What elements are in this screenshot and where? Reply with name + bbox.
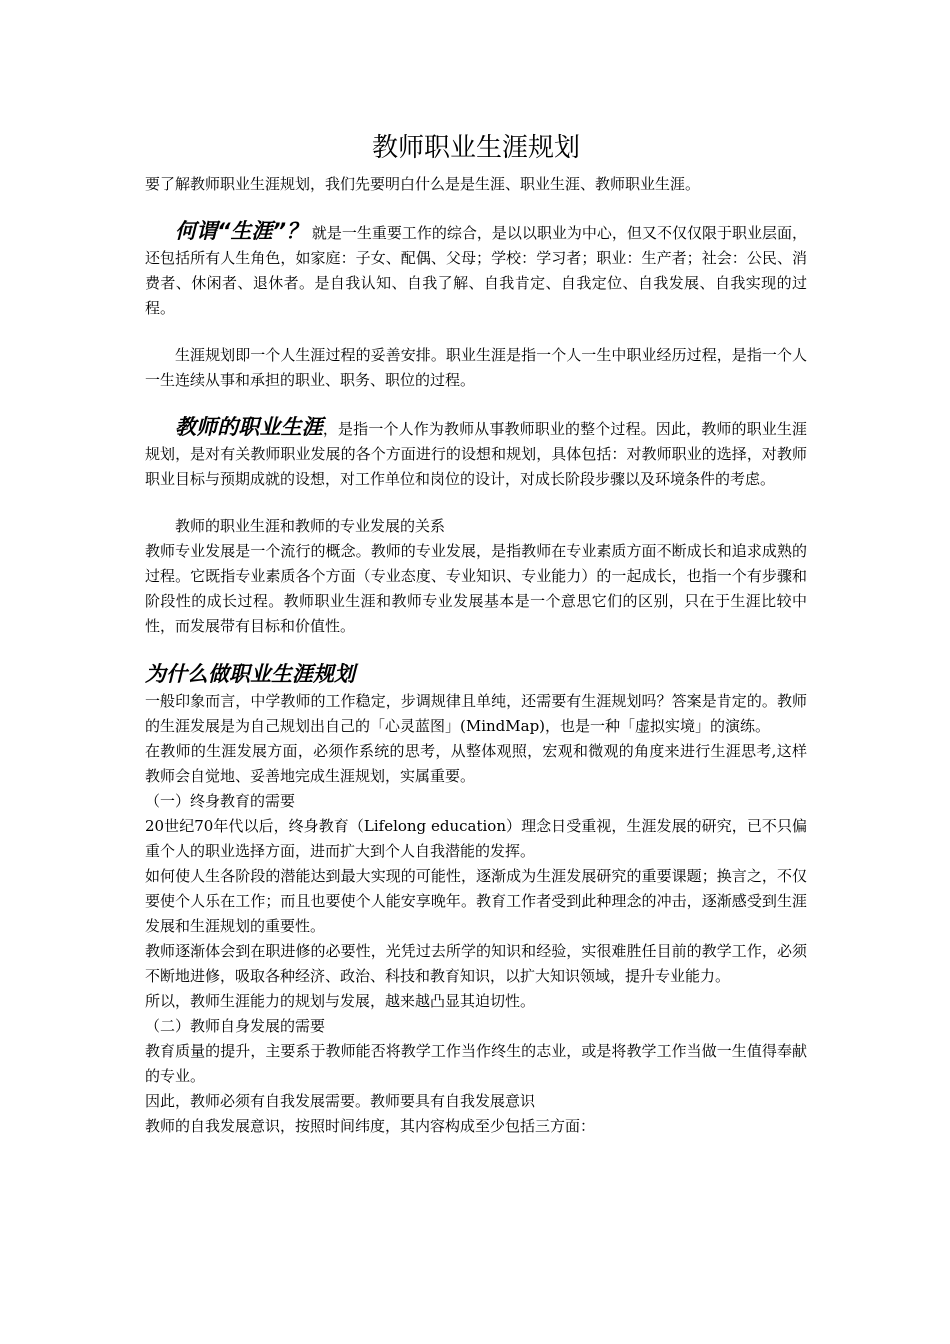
why-paragraph-1: 一般印象而言，中学教师的工作稳定，步调规律且单纯，还需要有生涯规划吗？答案是肯定的。教师的生涯发展是为自己规划出自己的「心灵蓝图」(MindMap)，也是一种「虚拟实境」的演练。 xyxy=(145,692,807,735)
career-definition-text: 就是一生重要工作的综合，是以以职业为中心，但又不仅仅限于职业层面，还包括所有人生角色，如家庭：子女、配偶、父母；学校：学习者；职业：生产者；社会：公民、消费者、休闲者、退休者。是自我认知、自我了解、自我肯定、自我定位、自我发展、自我实现的过程。 xyxy=(145,224,807,317)
section-1-paragraph-2: 如何使人生各阶段的潜能达到最大实现的可能性，逐渐成为生涯发展研究的重要课题；换言之，不仅要使个人乐在工作；而且也要使个人能安享晚年。教育工作者受到此种理念的冲击，逐渐感受到生涯发展和生涯规划的重要性。 xyxy=(145,867,807,935)
relation-paragraph: 教师专业发展是一个流行的概念。教师的专业发展，是指教师在专业素质方面不断成长和追求成熟的过程。它既指专业素质各个方面（专业态度、专业知识、专业能力）的一起成长，也指一个有步骤和阶段性的成长过程。教师职业生涯和教师专业发展基本是一个意思它们的区别，只在于生涯比较中性，而发展带有目标和价值性。 xyxy=(145,542,807,635)
career-term: 何谓“生涯”？ xyxy=(175,219,308,243)
section-2-paragraph-1: 教育质量的提升，主要系于教师能否将教学工作当作终生的志业，或是将教学工作当做一生值得奉献的专业。 xyxy=(145,1042,807,1085)
section-2-paragraph-2: 因此，教师必须有自我发展需要。教师要具有自我发展意识 xyxy=(145,1092,536,1110)
section-2-paragraph-3: 教师的自我发展意识，按照时间纬度，其内容构成至少包括三方面： xyxy=(145,1117,596,1135)
document-title: 教师职业生涯规划 xyxy=(371,133,580,163)
section-1-paragraph-4: 所以，教师生涯能力的规划与发展，越来越凸显其迫切性。 xyxy=(145,992,536,1010)
section-1-paragraph-1: 20世纪70年代以后，终身教育（Lifelong education）理念日受重视，生涯发展的研究，已不只偏重个人的职业选择方面，进而扩大到个人自我潜能的发挥。 xyxy=(145,817,807,860)
why-heading: 为什么做职业生涯规划 xyxy=(145,662,355,686)
document-body xyxy=(145,128,807,1139)
section-2-heading: （二）教师自身发展的需要 xyxy=(145,1017,326,1035)
teacher-career-text: ，是指一个人作为教师从事教师职业的整个过程。因此，教师的职业生涯规划，是对有关教师职业发展的各个方面进行的设想和规划，具体包括：对教师职业的选择，对教师职业目标与预期成就的设想，对工作单位和岗位的设计，对成长阶段步骤以及环境条件的考虑。 xyxy=(145,420,807,488)
section-1-heading: （一）终身教育的需要 xyxy=(145,792,296,810)
intro-paragraph: 要了解教师职业生涯规划，我们先要明白什么是是生涯、职业生涯、教师职业生涯。 xyxy=(145,175,701,193)
relation-heading: 教师的职业生涯和教师的专业发展的关系 xyxy=(175,517,446,535)
planning-definition-paragraph: 生涯规划即一个人生涯过程的妥善安排。职业生涯是指一个人一生中职业经历过程，是指一个人一生连续从事和承担的职业、职务、职位的过程。 xyxy=(145,346,807,389)
teacher-career-paragraph xyxy=(145,415,807,492)
why-paragraph-2: 在教师的生涯发展方面，必须作系统的思考，从整体观照，宏观和微观的角度来进行生涯思考,这样教师会自觉地、妥善地完成生涯规划，实属重要。 xyxy=(145,742,807,785)
teacher-career-term: 教师的职业生涯 xyxy=(175,415,323,439)
section-1-paragraph-3: 教师逐渐体会到在职进修的必要性，光凭过去所学的知识和经验，实很难胜任目前的教学工作，必须不断地进修，吸取各种经济、政治、科技和教育知识，以扩大知识领域，提升专业能力。 xyxy=(145,942,807,985)
career-definition-paragraph xyxy=(145,219,807,321)
